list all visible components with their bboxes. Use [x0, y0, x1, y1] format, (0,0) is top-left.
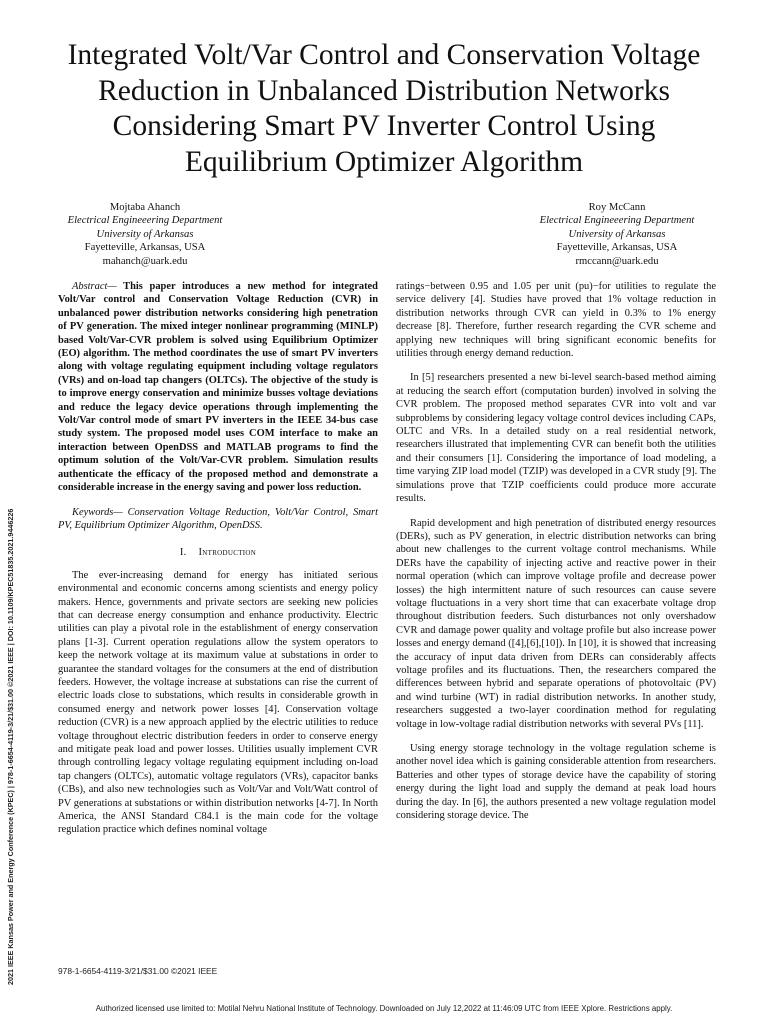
author-name: Roy McCann	[588, 202, 646, 213]
section-title: Introduction	[198, 547, 257, 559]
author-location: Fayetteville, Arkansas, USA	[556, 242, 678, 254]
author-department: Electrical Engineeering Department	[539, 215, 695, 227]
abstract-label: Abstract—	[72, 281, 117, 292]
author-name: Mojtaba Ahanch	[109, 202, 181, 213]
author-department: Electrical Engineeering Department	[67, 215, 223, 227]
paragraph: Rapid development and high penetration of distributed energy resources (DERs), such as PV generation, in electric distribution networks can bring about new challenges to the current voltage control mechanisms. While DERs have the capability of injecting active and reactive power in their normal operation (which can improve voltage profile and decrease power losses) the high intermittent nature of such resources can cause severe voltage fluctuations in a very short time that can exacerbate voltage drop throughout distribution feeders. Such disturbances not only overshadow CVR and damage power quality and voltage profile but also increase power losses and energy demand ([4],[6],[10]). In [10], it is showed that increasing the accuracy of input data driven from DERs can considerably affects voltage profiles and its fluctuations. Then, the researchers compared the differences between hybrid and separate operations of photovoltaic (PV) and wind turbine (WT) in radial distribution networks. In another study, researchers suggested a two-layer coordination method for regulating voltage in low-voltage radial distribution networks with several PVs [11].	[396, 517, 716, 730]
keywords-label: Keywords—	[72, 506, 123, 518]
abstract	[58, 280, 378, 495]
license-footer: Authorized licensed use limited to: Motilal Nehru National Institute of Technology. Downloaded on July 12,2022 at 11:46:09 UTC from IEEE Xplore. Restrictions apply.	[95, 1004, 673, 1013]
right-column	[396, 280, 716, 822]
section-heading-introduction	[58, 546, 378, 559]
author-university: University of Arkansas	[568, 228, 666, 240]
paper-title: Integrated Volt/Var Control and Conservation Voltage Reduction in Unbalanced Distribution Networks Considering Smart PV Inverter Control Using Equilibrium Optimizer Algorithm	[67, 39, 701, 178]
keywords	[58, 506, 378, 533]
left-column	[58, 280, 378, 837]
paragraph: In [5] researchers presented a new bi-level search-based method aiming at reducing the search effort (computation burden) involved in solving the CVR problem. The proposed method separates CVR into volt and var subproblems by considering legacy voltage control devices including CAPs, OLTC and VRs. In a detailed study on a real residential network, researchers illustrated that implementing CVR can benefit both the utilities and their consumers [1]. Considering the importance of load modeling, a time varying ZIP load model (TZIP) was developed in a CVR study [9]. The simulations prove that TZIP coefficients could produce more accurate results.	[396, 372, 716, 505]
paragraph: Using energy storage technology in the voltage regulation scheme is another novel idea which is gaining considerable attention from researchers. Batteries and other types of storage device have the capability of storing energy during the light load and supply the demand at peak load hours during the day. In [6], the authors presented a new voltage regulation model considering storage device. The	[396, 743, 716, 822]
conference-side-stamp: 2021 IEEE Kansas Power and Energy Conference (KPEC) | 978-1-6654-4119-3/21/$31.00 ©2021 IEEE | DOI: 10.1109/KPEC51835.2021.9446226	[6, 508, 15, 985]
copyright-notice: 978-1-6654-4119-3/21/$31.00 ©2021 IEEE	[58, 966, 218, 976]
paragraph: ratings−between 0.95 and 1.05 per unit (pu)−for utilities to regulate the service delivery [4]. Studies have proved that 1% voltage reduction in distribution networks through CVR can yield in 0.3% to 1% energy decrease [8]. Therefore, further research regarding the CVR scheme and applying new techniques will bring significant economic benefits for utilities through energy demand reduction.	[396, 281, 716, 360]
author-university: University of Arkansas	[96, 228, 194, 240]
author-block-1	[30, 201, 260, 268]
paragraph: The ever-increasing demand for energy has initiated serious environmental and economic concerns among scientists and energy policy makers. Hence, governments and private sectors are seeking new policies that can decrease energy consumption and enhance productivity. Electric utilities can play a pivotal role in the establishment of energy conservation plans [1-3]. Current operation regulations allow the system operators to keep the network voltage at its maximum value at substations in order to guarantee the standard voltages for the consumers at the end of distribution feeders. However, the voltage increase at substations can rise the current of electric loads close to substations, which results in considerable growth in consumed energy and network power losses [4]. Conservation voltage reduction (CVR) is a new approach applied by the electric utilities to reduce voltage throughout electric distribution feeders in order to conserve energy and mitigate peak load and power losses. Utilities usually implement CVR through controlling legacy voltage regulating equipment including on-load tap changers (OLTCs), automatic voltage regulators (VRs), capacitor banks (CBs), and also new technologies such as Volt/Var and Volt/Watt control of PV generations at substations or within distribution networks [4-7]. In North America, the ANSI Standard C84.1 is the main code for the voltage regulation practice which defines nominal voltage	[58, 569, 378, 836]
author-email[interactable]: mahanch@uark.edu	[102, 255, 188, 267]
author-location: Fayetteville, Arkansas, USA	[84, 242, 206, 254]
author-block-2	[502, 201, 732, 268]
keywords-text: Conservation Voltage Reduction, Volt/Var Control, Smart PV, Equilibrium Optimizer Algorithm, OpenDSS.	[58, 506, 379, 531]
author-email[interactable]: rmccann@uark.edu	[575, 255, 659, 267]
section-number: I.	[179, 547, 187, 559]
abstract-text: This paper introduces a new method for integrated Volt/Var control and Conservation Voltage Reduction (CVR) in unbalanced power distribution networks considering high penetration of PV generation. The mixed integer nonlinear programming (MINLP) based Volt/Var-CVR problem is solved using Equilibrium Optimizer (EO) algorithm. The method coordinates the use of smart PV inverters along with voltage regulating equipment including voltage regulators (VRs) and on-load tap changers (OLTCs). The objective of the study is to improve energy conservation and minimize busses voltage deviations and reduce the legacy device operations through implementing the Volt/Var control mode of smart PV inverters in the IEEE 34-bus case study system. The proposed model uses COM interface to make an interaction between OpenDSS and MATLAB programs to find the optimum solution of the Volt/Var-CVR problem. Simulation results authenticate the efficacy of the proposed method and demonstrate a considerable increase in the energy saving and power loss reduction.	[58, 281, 378, 494]
